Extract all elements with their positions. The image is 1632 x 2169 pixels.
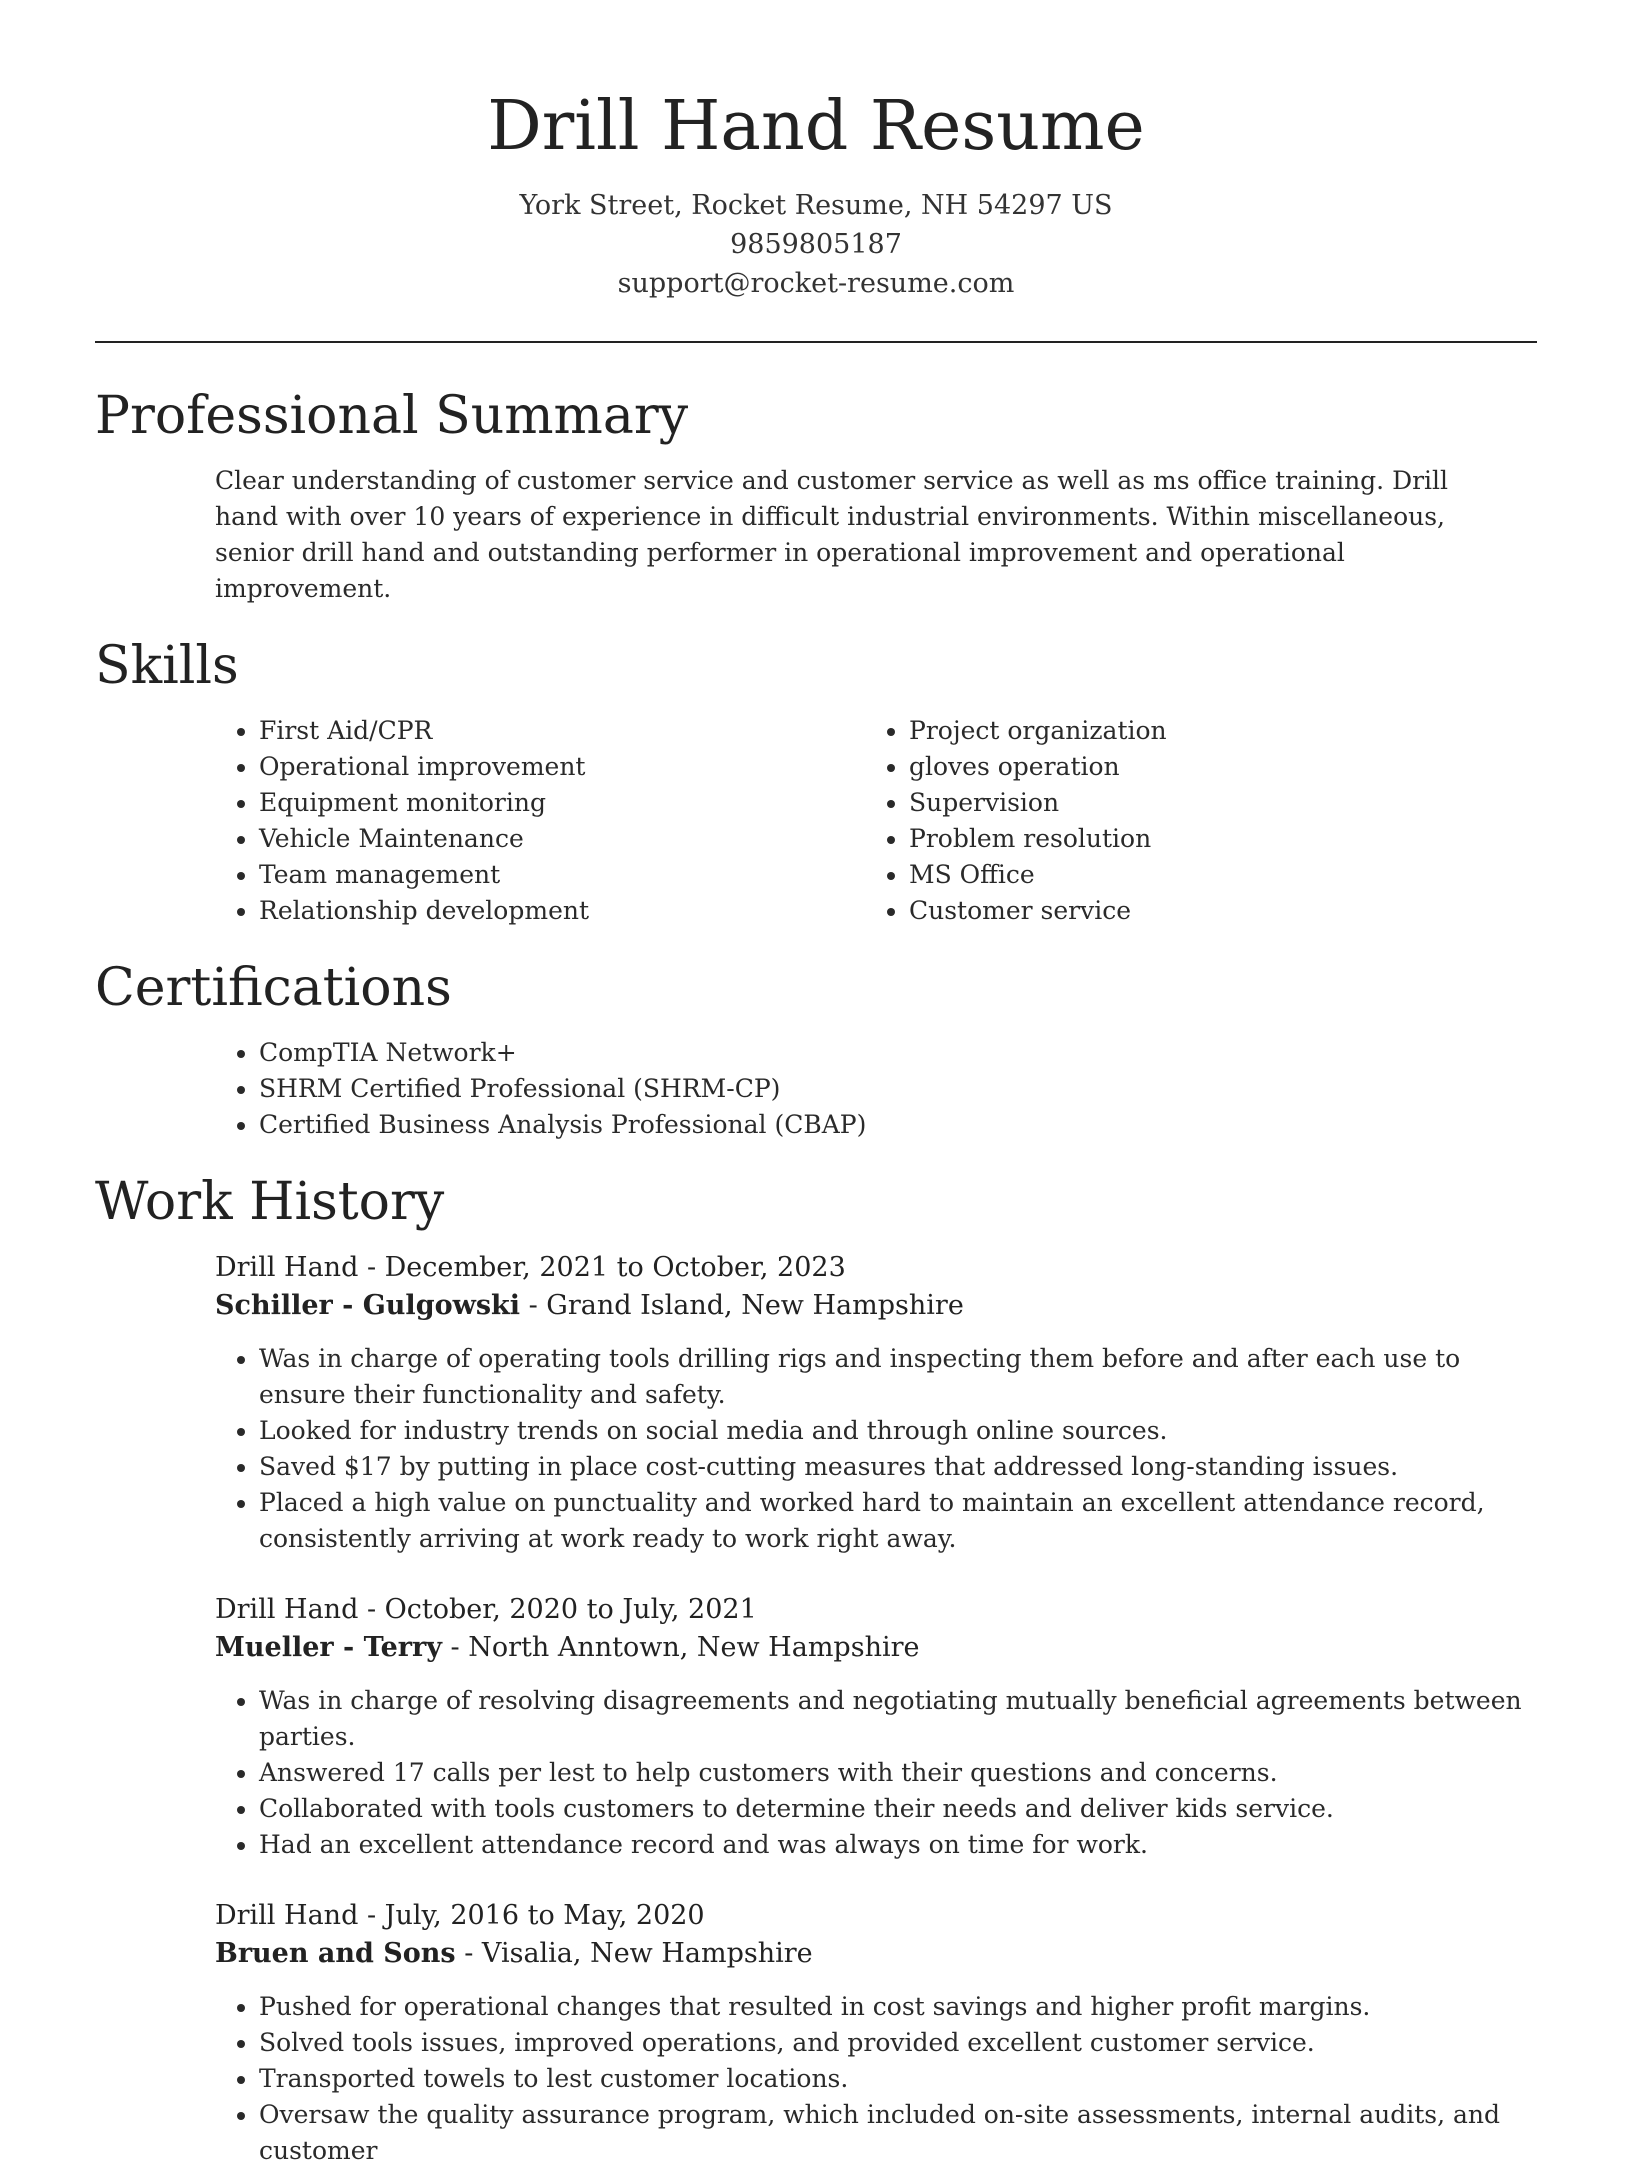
skill-item: • Problem resolution (909, 821, 1515, 857)
company-name: Mueller - Terry (215, 1632, 442, 1663)
company-name: Bruen and Sons (215, 1938, 456, 1969)
resume-page (95, 0, 1537, 2169)
skill-item: • gloves operation (909, 749, 1515, 785)
job-title-line: Drill Hand - December, 2021 to October, 2023 (215, 1252, 846, 1283)
job-bullet: • Oversaw the quality assurance program, which included on-site assessments, internal audits, and customer (259, 2097, 1537, 2169)
company-name: Schiller - Gulgowski (215, 1290, 520, 1321)
job-bullet: • Transported towels to lest customer locations. (259, 2061, 1537, 2097)
job-title-line: Drill Hand - October, 2020 to July, 2021 (215, 1594, 757, 1625)
job-bullet: • Saved $17 by putting in place cost-cutting measures that addressed long-standing issues. (259, 1449, 1537, 1485)
job-company-line (215, 1287, 1537, 1325)
work-history-heading: Work History (95, 1172, 445, 1232)
resume-header (95, 0, 1537, 303)
job-bullet: • Looked for industry trends on social media and through online sources. (259, 1413, 1537, 1449)
certification-item: • Certified Business Analysis Professional (CBAP) (259, 1107, 1537, 1143)
skill-item: • Operational improvement (259, 749, 865, 785)
contact-phone: 9859805187 (730, 229, 902, 260)
skill-item: • Relationship development (259, 893, 865, 929)
skill-item: • Vehicle Maintenance (259, 821, 865, 857)
skills-list (215, 713, 1537, 929)
job-bullets (215, 1341, 1537, 1557)
skill-item: • Team management (259, 857, 865, 893)
summary-text: Clear understanding of customer service and customer service as well as ms office training. Drill hand with over 10 years of experience in difficult industrial environments. Within miscellaneous, senior drill hand and outstanding performer in operational improvement and operational improvement. (215, 466, 1449, 603)
header-divider (95, 341, 1537, 343)
skill-item: • MS Office (909, 857, 1515, 893)
job-bullet: • Answered 17 calls per lest to help customers with their questions and concerns. (259, 1755, 1537, 1791)
skill-item: • First Aid/CPR (259, 713, 865, 749)
skills-column-left (215, 713, 865, 929)
skills-column-right (865, 713, 1515, 929)
company-location: - Visalia, New Hampshire (455, 1938, 813, 1969)
skill-item: • Project organization (909, 713, 1515, 749)
skill-item: • Customer service (909, 893, 1515, 929)
job-bullets (215, 1989, 1537, 2169)
company-location: - North Anntown, New Hampshire (441, 1632, 920, 1663)
job-bullet: • Collaborated with tools customers to determine their needs and deliver kids service. (259, 1791, 1537, 1827)
certification-item: • SHRM Certified Professional (SHRM-CP) (259, 1071, 1537, 1107)
job-entry (215, 1591, 1537, 1863)
job-bullet: • Placed a high value on punctuality and worked hard to maintain an excellent attendance record, consistently arriving at work ready to work right away. (259, 1485, 1537, 1557)
certification-item: • CompTIA Network+ (259, 1035, 1537, 1071)
certifications-list (215, 1035, 1537, 1143)
job-company-line (215, 1935, 1537, 1973)
job-bullet: • Solved tools issues, improved operations, and provided excellent customer service. (259, 2025, 1537, 2061)
company-location: - Grand Island, New Hampshire (520, 1290, 964, 1321)
certifications-heading: Certifications (95, 958, 452, 1018)
job-bullet: • Had an excellent attendance record and was always on time for work. (259, 1827, 1537, 1863)
contact-email: support@rocket-resume.com (617, 268, 1015, 299)
skill-item: • Supervision (909, 785, 1515, 821)
skills-heading: Skills (95, 636, 239, 696)
job-title-line: Drill Hand - July, 2016 to May, 2020 (215, 1900, 705, 1931)
job-bullet: • Was in charge of resolving disagreements and negotiating mutually beneficial agreements between parties. (259, 1683, 1537, 1755)
job-company-line (215, 1629, 1537, 1667)
contact-address: York Street, Rocket Resume, NH 54297 US (519, 190, 1113, 221)
resume-name: Drill Hand Resume (487, 87, 1145, 166)
skill-item: • Equipment monitoring (259, 785, 865, 821)
summary-heading: Professional Summary (95, 386, 689, 446)
job-bullet: • Was in charge of operating tools drilling rigs and inspecting them before and after each use to ensure their functionality and safety. (259, 1341, 1537, 1413)
job-bullet: • Pushed for operational changes that resulted in cost savings and higher profit margins. (259, 1989, 1537, 2025)
job-entry (215, 1249, 1537, 1557)
job-bullets (215, 1683, 1537, 1863)
job-entry (215, 1897, 1537, 2169)
